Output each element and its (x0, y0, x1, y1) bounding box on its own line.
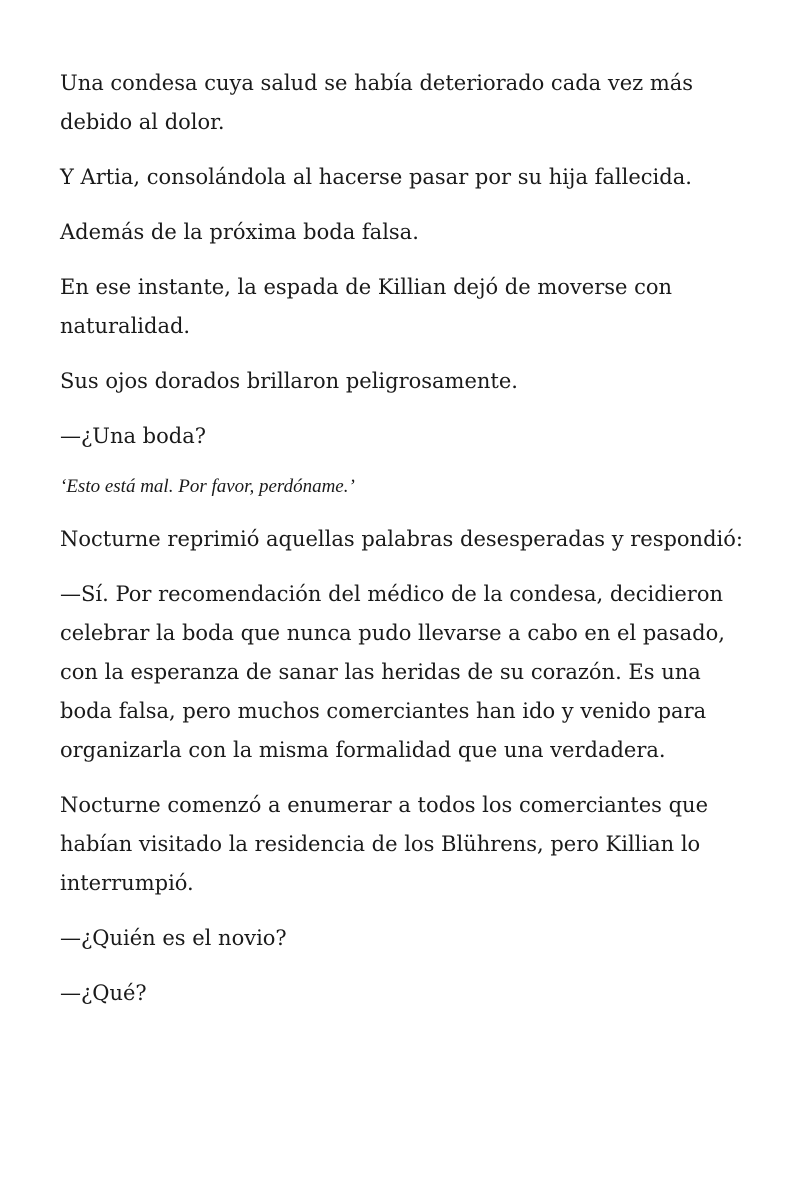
dialogue-line: —Sí. Por recomendación del médico de la condesa, decidieron celebrar la boda que nunca pudo llevarse a cabo en el pasado, con la esperanza de sanar las heridas de su corazón. Es una boda falsa, pero muchos comerciantes han ido y venido para organizarla con la misma formalidad que una verdadera. (60, 582, 725, 762)
inner-thought: ‘Esto está mal. Por favor, perdóname.’ (60, 476, 355, 497)
paragraph: Sus ojos dorados brillaron peligrosamente. (60, 369, 518, 393)
paragraph: Además de la próxima boda falsa. (60, 220, 419, 244)
paragraph: Nocturne comenzó a enumerar a todos los comerciantes que habían visitado la residencia de los Blührens, pero Killian lo interrumpió. (60, 793, 708, 895)
paragraph: Una condesa cuya salud se había deteriorado cada vez más debido al dolor. (60, 71, 694, 134)
paragraph: Nocturne reprimió aquellas palabras desesperadas y respondió: (60, 527, 743, 551)
paragraph: Y Artia, consolándola al hacerse pasar por su hija fallecida. (60, 165, 692, 189)
dialogue-line: —¿Una boda? (60, 424, 206, 448)
paragraph: En ese instante, la espada de Killian dejó de moverse con naturalidad. (60, 275, 673, 338)
reading-page (60, 64, 750, 1029)
dialogue-line: —¿Quién es el novio? (60, 926, 287, 950)
dialogue-line: —¿Qué? (60, 981, 147, 1005)
